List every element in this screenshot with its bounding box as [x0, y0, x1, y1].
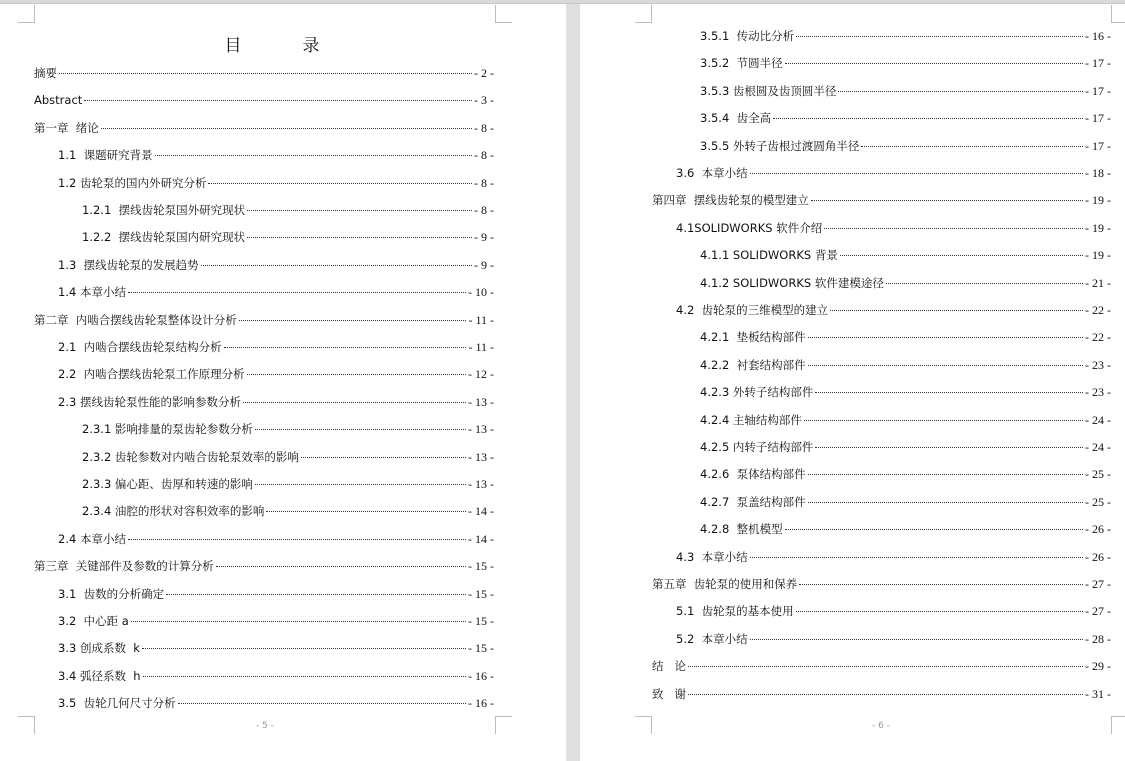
- toc-entry[interactable]: [82, 229, 494, 245]
- toc-entry-title: 4.3 本章小结: [676, 549, 748, 564]
- toc-entry-title: 4.1SOLIDWORKS 软件介绍: [676, 220, 823, 235]
- dot-leader: [266, 511, 466, 512]
- toc-entry[interactable]: [82, 421, 494, 437]
- toc-entry[interactable]: [58, 339, 494, 355]
- toc-entry-page: - 31 -: [1085, 686, 1111, 701]
- toc-entry-title: 第一章 绪论: [34, 120, 99, 135]
- toc-entry-title: 2.3.2 齿轮参数对内啮合齿轮泵效率的影响: [82, 449, 299, 464]
- dot-leader: [861, 146, 1083, 147]
- toc-entry-page: - 11 -: [468, 340, 494, 354]
- toc-entry-page: - 8 -: [474, 148, 494, 163]
- toc-entry[interactable]: [58, 668, 494, 684]
- toc-entry-title: 3.6 本章小结: [676, 166, 748, 180]
- dot-leader: [255, 429, 466, 430]
- toc-entry-page: - 27 -: [1085, 577, 1111, 591]
- toc-entry-page: - 9 -: [474, 230, 494, 245]
- toc-entry[interactable]: [58, 586, 494, 602]
- dot-leader: [840, 255, 1083, 256]
- toc-entry-page: - 13 -: [468, 394, 494, 409]
- toc-entry-page: - 26 -: [1085, 549, 1111, 564]
- page-number: - 5 -: [256, 721, 274, 731]
- toc-entry-title: 结 论: [652, 659, 686, 674]
- toc-entry-page: - 19 -: [1085, 248, 1111, 263]
- toc-entry-title: 3.4 弧径系数 h: [58, 668, 141, 683]
- toc-entry-page: - 15 -: [468, 559, 494, 574]
- toc-entry[interactable]: [676, 165, 1111, 181]
- toc-entry[interactable]: [82, 476, 494, 492]
- dot-leader: [808, 474, 1083, 475]
- toc-entry-page: - 11 -: [468, 312, 494, 327]
- toc-entry[interactable]: [700, 384, 1111, 400]
- dot-leader: [796, 611, 1083, 612]
- toc-entry-page: - 14 -: [468, 531, 494, 546]
- toc-entry-page: - 23 -: [1085, 357, 1111, 372]
- dot-leader: [201, 265, 472, 266]
- viewer-top-edge: [0, 0, 1125, 4]
- toc-entry-page: - 9 -: [474, 257, 494, 272]
- toc-entry-page: - 24 -: [1085, 412, 1111, 427]
- toc-entry-page: - 8 -: [474, 203, 494, 217]
- crop-mark: [635, 5, 652, 23]
- dot-leader: [830, 310, 1083, 311]
- toc-entry-title: 4.2 齿轮泵的三维模型的建立: [676, 303, 829, 317]
- toc-entry-page: - 14 -: [468, 504, 494, 519]
- toc-entry-page: - 25 -: [1085, 494, 1111, 509]
- toc-entry-page: - 22 -: [1085, 303, 1111, 317]
- dot-leader: [255, 484, 466, 485]
- dot-leader: [224, 347, 467, 348]
- toc-entry-page: - 12 -: [468, 367, 494, 382]
- dot-leader: [247, 374, 466, 375]
- dot-leader: [824, 228, 1083, 229]
- toc-entry[interactable]: [58, 531, 494, 547]
- toc-entry-title: 4.1.2 SOLIDWORKS 软件建模途径: [700, 275, 884, 290]
- toc-entry-title: 1.2 齿轮泵的国内外研究分析: [58, 175, 207, 190]
- dot-leader: [247, 210, 472, 211]
- toc-entry-title: 4.1.1 SOLIDWORKS 背景: [700, 248, 838, 263]
- crop-mark: [495, 716, 512, 734]
- toc-entry-page: - 22 -: [1085, 330, 1111, 345]
- toc-entry-page: - 15 -: [468, 586, 494, 601]
- toc-entry[interactable]: [676, 220, 1111, 236]
- crop-mark: [1111, 716, 1125, 734]
- toc-entry-title: 4.2.8 整机模型: [700, 522, 783, 537]
- toc-entry-page: - 8 -: [474, 175, 494, 190]
- toc-entry-title: 4.2.7 泵盖结构部件: [700, 494, 806, 509]
- toc-entry-page: - 19 -: [1085, 193, 1111, 208]
- dot-leader: [247, 237, 472, 238]
- dot-leader: [84, 100, 472, 101]
- dot-leader: [815, 392, 1083, 393]
- dot-leader: [804, 420, 1083, 421]
- dot-leader: [808, 337, 1083, 338]
- toc-entry-title: 致 谢: [652, 686, 686, 701]
- toc-entry-title: 1.1 课题研究背景: [58, 148, 153, 163]
- toc-entry-page: - 19 -: [1085, 220, 1111, 235]
- toc-entry-title: 3.1 齿数的分析确定: [58, 586, 165, 601]
- toc-entry[interactable]: [58, 366, 494, 382]
- toc-entry-title: 5.1 齿轮泵的基本使用: [676, 604, 794, 619]
- toc-entry[interactable]: [58, 257, 494, 273]
- toc-entry[interactable]: [58, 640, 494, 656]
- toc-entry-title: 3.2 中心距 a: [58, 614, 129, 628]
- toc-entry-title: 2.3 摆线齿轮泵性能的影响参数分析: [58, 394, 241, 409]
- toc-entry-title: 1.4 本章小结: [58, 285, 126, 300]
- toc-entry[interactable]: [652, 576, 1111, 592]
- dot-leader: [785, 529, 1083, 530]
- toc-entry[interactable]: [34, 120, 494, 136]
- toc-entry-title: 4.2.2 衬套结构部件: [700, 357, 806, 372]
- dot-leader: [208, 183, 472, 184]
- dot-leader: [243, 402, 466, 403]
- toc-entry-title: 1.3 摆线齿轮泵的发展趋势: [58, 257, 199, 272]
- dot-leader: [688, 666, 1083, 667]
- toc-title: 目 录: [224, 36, 342, 56]
- toc-entry-title: 3.5.5 外转子齿根过渡圆角半径: [700, 138, 860, 153]
- toc-entry[interactable]: [58, 175, 494, 191]
- document-page-5: [0, 5, 566, 761]
- toc-entry-title: 2.2 内啮合摆线齿轮泵工作原理分析: [58, 367, 245, 382]
- dot-leader: [838, 91, 1083, 92]
- toc-entry-title: 5.2 本章小结: [676, 631, 748, 646]
- toc-entry[interactable]: [700, 439, 1111, 455]
- toc-entry[interactable]: [700, 412, 1111, 428]
- toc-entry-title: 3.5.4 齿全高: [700, 111, 772, 126]
- toc-entry-page: - 17 -: [1085, 83, 1111, 98]
- toc-entry-title: 3.5.1 传动比分析: [700, 29, 795, 43]
- crop-mark: [635, 716, 652, 734]
- document-page-6: [580, 5, 1125, 761]
- toc-entry-title: 2.3.3 偏心距、齿厚和转速的影响: [82, 477, 253, 491]
- toc-entry[interactable]: [700, 247, 1111, 263]
- dot-leader: [808, 365, 1083, 366]
- dot-leader: [796, 36, 1083, 37]
- toc-entry-page: - 17 -: [1085, 111, 1111, 126]
- toc-entry-page: - 13 -: [468, 449, 494, 464]
- toc-entry-page: - 28 -: [1085, 631, 1111, 646]
- toc-entry[interactable]: [58, 284, 494, 300]
- toc-entry-page: - 15 -: [468, 614, 494, 628]
- dot-leader: [886, 283, 1083, 284]
- toc-entry[interactable]: [700, 466, 1111, 482]
- toc-entry[interactable]: [34, 312, 494, 328]
- crop-mark: [1111, 5, 1125, 23]
- dot-leader: [688, 694, 1083, 695]
- toc-entry[interactable]: [700, 494, 1111, 510]
- toc-entry[interactable]: [58, 613, 494, 629]
- dot-leader: [750, 639, 1083, 640]
- toc-entry[interactable]: [34, 65, 494, 81]
- toc-entry-title: 1.2.1 摆线齿轮泵国外研究现状: [82, 203, 246, 217]
- toc-entry[interactable]: [700, 138, 1111, 154]
- toc-entry-title: 4.2.6 泵体结构部件: [700, 467, 806, 482]
- toc-entry[interactable]: [82, 503, 494, 519]
- toc-entry-title: 第三章 关键部件及参数的计算分析: [34, 559, 214, 574]
- toc-entry-page: - 16 -: [468, 696, 494, 711]
- dot-leader: [155, 155, 472, 156]
- toc-entry[interactable]: [82, 449, 494, 465]
- toc-entry-page: - 10 -: [468, 285, 494, 300]
- toc-entry[interactable]: [676, 549, 1111, 565]
- dot-leader: [750, 557, 1083, 558]
- toc-entry[interactable]: [676, 603, 1111, 619]
- toc-entry-title: 3.5.3 齿根圆及齿顶圆半径: [700, 83, 837, 98]
- toc-entry[interactable]: [34, 558, 494, 574]
- dot-leader: [785, 63, 1083, 64]
- toc-entry[interactable]: [700, 521, 1111, 537]
- dot-leader: [799, 584, 1083, 585]
- toc-entry-page: - 3 -: [474, 93, 494, 108]
- dot-leader: [773, 118, 1083, 119]
- crop-mark: [495, 5, 512, 23]
- toc-entry-page: - 25 -: [1085, 467, 1111, 482]
- toc-entry-page: - 2 -: [474, 66, 494, 80]
- toc-entry-page: - 24 -: [1085, 440, 1111, 454]
- toc-entry[interactable]: [58, 147, 494, 163]
- toc-entry[interactable]: [700, 329, 1111, 345]
- dot-leader: [142, 648, 466, 649]
- toc-entry[interactable]: [652, 686, 1111, 702]
- toc-entry-page: - 23 -: [1085, 385, 1111, 400]
- toc-entry[interactable]: [676, 631, 1111, 647]
- dot-leader: [750, 173, 1083, 174]
- toc-entry-title: 2.3.1 影响排量的泵齿轮参数分析: [82, 422, 253, 437]
- dot-leader: [131, 621, 466, 622]
- dot-leader: [216, 566, 466, 567]
- dot-leader: [143, 676, 466, 677]
- toc-entry-title: 4.2.3 外转子结构部件: [700, 385, 814, 400]
- page-number: - 6 -: [872, 721, 890, 731]
- toc-entry[interactable]: [700, 28, 1111, 44]
- dot-leader: [239, 320, 467, 321]
- toc-entry[interactable]: [700, 275, 1111, 291]
- toc-entry-title: 3.5.2 节圆半径: [700, 56, 783, 71]
- toc-entry-title: 第二章 内啮合摆线齿轮泵整体设计分析: [34, 312, 237, 327]
- toc-entry-page: - 26 -: [1085, 522, 1111, 537]
- toc-entry-page: - 21 -: [1085, 275, 1111, 290]
- toc-entry-title: 4.2.5 内转子结构部件: [700, 440, 814, 454]
- toc-entry[interactable]: [700, 110, 1111, 126]
- toc-entry[interactable]: [58, 394, 494, 410]
- toc-entry[interactable]: [700, 55, 1111, 71]
- toc-entry-title: 3.5 齿轮几何尺寸分析: [58, 696, 176, 711]
- dot-leader: [128, 539, 466, 540]
- toc-entry-title: 2.4 本章小结: [58, 531, 126, 546]
- toc-entry-page: - 13 -: [468, 477, 494, 491]
- toc-entry-title: 1.2.2 摆线齿轮泵国内研究现状: [82, 230, 246, 245]
- toc-entry-title: Abstract: [34, 93, 83, 108]
- toc-entry[interactable]: [652, 658, 1111, 674]
- toc-entry-page: - 17 -: [1085, 138, 1111, 153]
- toc-entry[interactable]: [700, 83, 1111, 99]
- toc-entry-page: - 15 -: [468, 641, 494, 656]
- toc-entry-page: - 18 -: [1085, 166, 1111, 180]
- crop-mark: [18, 5, 35, 23]
- toc-entry-page: - 8 -: [474, 120, 494, 135]
- toc-entry-title: 摘要: [34, 66, 57, 80]
- toc-entry[interactable]: [82, 202, 494, 218]
- toc-entry-title: 4.2.1 垫板结构部件: [700, 330, 806, 345]
- dot-leader: [59, 73, 472, 74]
- toc-entry-title: 2.3.4 油腔的形状对容积效率的影响: [82, 504, 265, 519]
- toc-entry-title: 第四章 摆线齿轮泵的模型建立: [652, 193, 809, 208]
- toc-entry[interactable]: [652, 192, 1111, 208]
- dot-leader: [301, 457, 466, 458]
- toc-entry-page: - 13 -: [468, 422, 494, 437]
- crop-mark: [18, 716, 35, 734]
- toc-entry[interactable]: [58, 695, 494, 711]
- dot-leader: [128, 292, 466, 293]
- dot-leader: [815, 447, 1083, 448]
- dot-leader: [166, 594, 466, 595]
- toc-entry[interactable]: [34, 92, 494, 108]
- toc-entry[interactable]: [700, 357, 1111, 373]
- toc-entry[interactable]: [676, 302, 1111, 318]
- toc-entry-page: - 29 -: [1085, 659, 1111, 674]
- dot-leader: [101, 128, 472, 129]
- toc-entry-title: 第五章 齿轮泵的使用和保养: [652, 577, 798, 591]
- toc-entry-page: - 16 -: [1085, 29, 1111, 43]
- toc-entry-page: - 16 -: [468, 668, 494, 683]
- toc-entry-title: 3.3 创成系数 k: [58, 641, 140, 656]
- dot-leader: [808, 502, 1083, 503]
- toc-entry-page: - 27 -: [1085, 604, 1111, 619]
- toc-entry-title: 4.2.4 主轴结构部件: [700, 412, 802, 427]
- dot-leader: [178, 703, 466, 704]
- page-gutter: [566, 4, 580, 761]
- dot-leader: [811, 200, 1083, 201]
- toc-entry-title: 2.1 内啮合摆线齿轮泵结构分析: [58, 340, 222, 354]
- toc-entry-page: - 17 -: [1085, 56, 1111, 71]
